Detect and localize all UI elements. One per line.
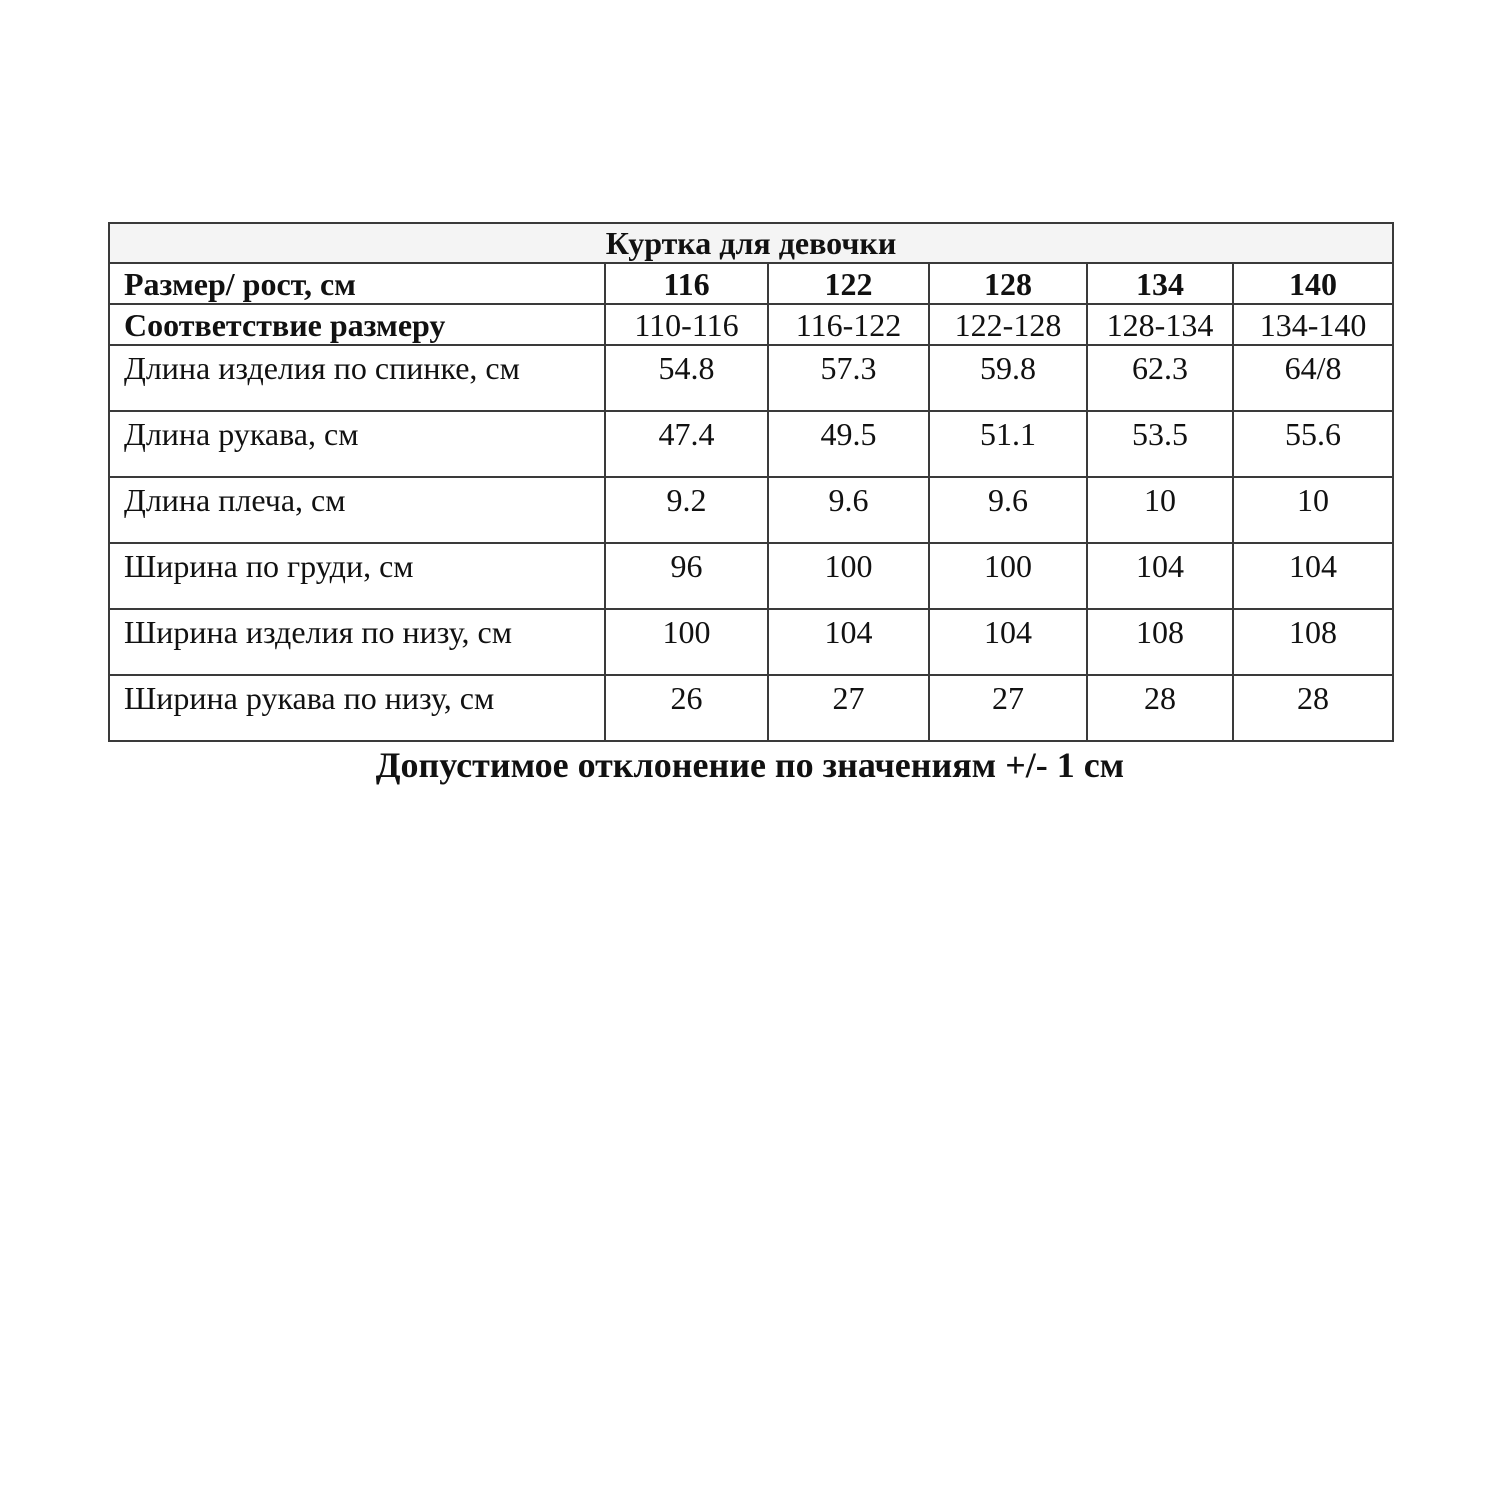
table-cell: 27 <box>929 675 1087 741</box>
table-header-row <box>109 263 1393 304</box>
row-label: Длина изделия по спинке, см <box>109 345 605 411</box>
table-row <box>109 543 1393 609</box>
table-cell: 108 <box>1233 609 1393 675</box>
table-cell: 122-128 <box>929 304 1087 345</box>
table-cell: 54.8 <box>605 345 768 411</box>
table-cell: 57.3 <box>768 345 929 411</box>
row-label: Ширина рукава по низу, см <box>109 675 605 741</box>
table-row <box>109 609 1393 675</box>
table-cell: 96 <box>605 543 768 609</box>
table-cell: 104 <box>1233 543 1393 609</box>
table-row <box>109 345 1393 411</box>
table-cell: 64/8 <box>1233 345 1393 411</box>
table-cell: 9.6 <box>768 477 929 543</box>
table-cell: 104 <box>768 609 929 675</box>
table-cell: 9.6 <box>929 477 1087 543</box>
table-title: Куртка для девочки <box>109 223 1393 263</box>
table-cell: 110-116 <box>605 304 768 345</box>
table-cell: 49.5 <box>768 411 929 477</box>
table-row <box>109 675 1393 741</box>
size-chart-table <box>108 222 1394 742</box>
table-cell: 53.5 <box>1087 411 1233 477</box>
table-cell: 108 <box>1087 609 1233 675</box>
table-cell: 47.4 <box>605 411 768 477</box>
size-header: 116 <box>605 263 768 304</box>
table-row <box>109 411 1393 477</box>
size-header: 122 <box>768 263 929 304</box>
row-label: Длина рукава, см <box>109 411 605 477</box>
table-cell: 128-134 <box>1087 304 1233 345</box>
header-label: Размер/ рост, см <box>109 263 605 304</box>
size-header: 128 <box>929 263 1087 304</box>
table-cell: 62.3 <box>1087 345 1233 411</box>
table-cell: 134-140 <box>1233 304 1393 345</box>
table-cell: 51.1 <box>929 411 1087 477</box>
table-cell: 100 <box>929 543 1087 609</box>
row-label: Соответствие размеру <box>109 304 605 345</box>
table-cell: 104 <box>929 609 1087 675</box>
table-cell: 28 <box>1233 675 1393 741</box>
table-cell: 116-122 <box>768 304 929 345</box>
table-cell: 59.8 <box>929 345 1087 411</box>
table-cell: 10 <box>1087 477 1233 543</box>
size-header: 140 <box>1233 263 1393 304</box>
table-cell: 55.6 <box>1233 411 1393 477</box>
row-label: Ширина изделия по низу, см <box>109 609 605 675</box>
table-cell: 28 <box>1087 675 1233 741</box>
table-cell: 104 <box>1087 543 1233 609</box>
table-cell: 10 <box>1233 477 1393 543</box>
tolerance-note: Допустимое отклонение по значениям +/- 1 см <box>375 745 1125 785</box>
table-cell: 9.2 <box>605 477 768 543</box>
table-row <box>109 477 1393 543</box>
size-match-row <box>109 304 1393 345</box>
table-cell: 100 <box>768 543 929 609</box>
table-cell: 26 <box>605 675 768 741</box>
row-label: Длина плеча, см <box>109 477 605 543</box>
table-cell: 27 <box>768 675 929 741</box>
table-cell: 100 <box>605 609 768 675</box>
table-title-row <box>109 223 1393 263</box>
size-header: 134 <box>1087 263 1233 304</box>
row-label: Ширина по груди, см <box>109 543 605 609</box>
